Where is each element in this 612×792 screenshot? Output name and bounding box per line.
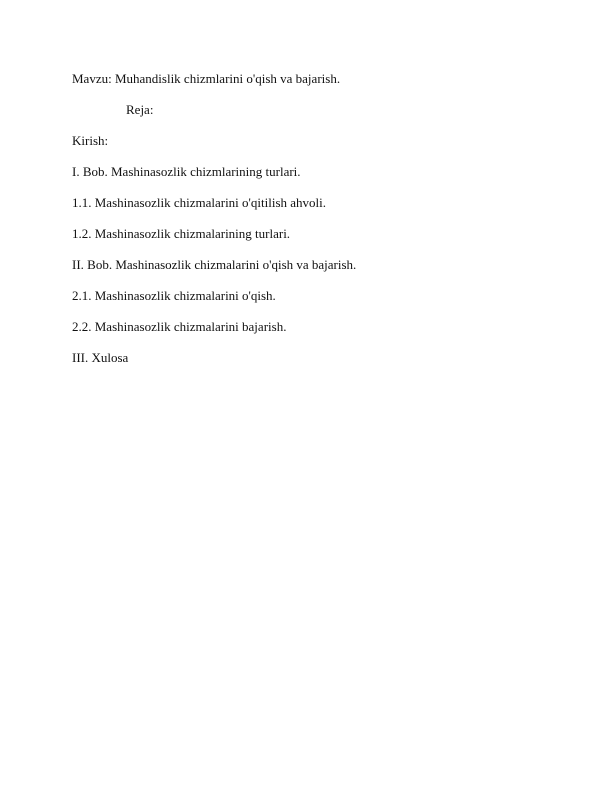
plan-item-1-1: 1.1. Mashinasozlik chizmalarini o'qitilish ahvoli. bbox=[72, 195, 326, 210]
topic-line: Mavzu: Muhandislik chizmlarini o'qish va bajarish. bbox=[72, 71, 341, 86]
plan-item-chapter-2: II. Bob. Mashinasozlik chizmalarini o'qish va bajarish. bbox=[72, 257, 357, 272]
plan-item-intro: Kirish: bbox=[72, 133, 109, 148]
plan-item-conclusion: III. Xulosa bbox=[72, 350, 129, 365]
plan-item-1-2: 1.2. Mashinasozlik chizmalarining turlari. bbox=[72, 226, 291, 241]
plan-item-2-1: 2.1. Mashinasozlik chizmalarini o'qish. bbox=[72, 288, 276, 303]
plan-heading: Reja: bbox=[126, 102, 154, 117]
plan-item-chapter-1: I. Bob. Mashinasozlik chizmlarining turlari. bbox=[72, 164, 301, 179]
plan-item-2-2: 2.2. Mashinasozlik chizmalarini bajarish. bbox=[72, 319, 287, 334]
